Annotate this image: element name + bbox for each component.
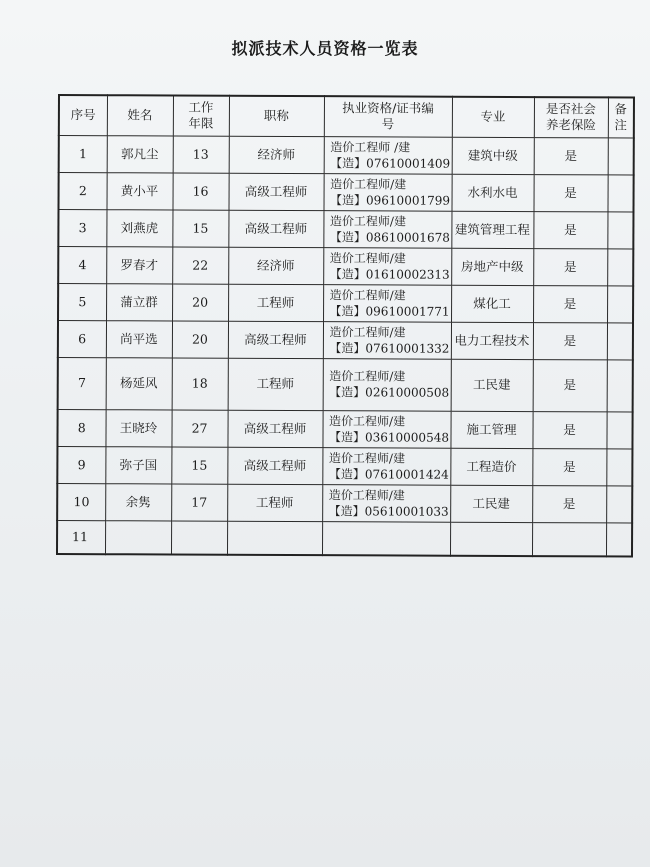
cell-name [105,520,171,554]
cell-rank: 高级工程师 [228,173,323,210]
header-years: 工作 年限 [173,96,229,136]
cell-rank: 高级工程师 [227,410,322,447]
cell-remark [607,174,633,211]
cell-cert: 造价工程师/建 【造】05610001033 [322,484,450,522]
cell-no: 10 [57,483,105,520]
cell-remark [606,411,632,448]
cell-remark [607,285,633,322]
cell-cert: 造价工程师/建 【造】09610001799 [323,173,451,211]
cell-cert: 造价工程师/建 【造】01610002313 [323,247,451,285]
cell-insurance: 是 [533,211,607,248]
table-row [59,135,634,175]
header-cert: 执业资格/证书编 号 [324,96,452,137]
cell-name: 王晓玲 [105,409,171,446]
cell-no: 3 [58,209,106,246]
cell-cert [322,521,450,556]
cell-remark [607,248,633,285]
table-row [57,409,632,449]
cell-name: 郭凡尘 [107,135,173,172]
cell-no: 6 [58,320,106,357]
cell-name: 尚平选 [106,320,172,357]
cell-no: 8 [57,409,105,446]
cell-insurance: 是 [532,485,606,522]
cell-insurance: 是 [532,448,606,485]
header-major: 专业 [452,97,534,137]
cell-insurance: 是 [533,359,607,411]
cell-cert: 造价工程师/建 【造】03610000548 [322,410,450,448]
cell-no: 2 [58,172,106,209]
table-row [58,320,633,360]
cell-rank: 工程师 [228,358,323,410]
table-row [57,483,632,523]
cell-insurance: 是 [533,322,607,359]
cell-insurance: 是 [533,285,607,322]
table-row [58,209,633,249]
table-row [58,357,633,412]
table-row [57,520,632,557]
cell-major: 建筑管理工程 [451,211,533,248]
table-row [58,246,633,286]
cell-insurance: 是 [534,137,608,174]
cell-cert: 造价工程师/建 【造】09610001771 [323,284,451,322]
cell-years: 22 [172,247,228,284]
cell-years: 17 [171,483,227,520]
cell-cert: 造价工程师/建 【造】02610000508 [323,358,451,411]
cell-cert: 造价工程师/建 【造】07610001332 [323,321,451,359]
header-remark: 备 注 [608,97,634,137]
cell-name: 蒲立群 [106,283,172,320]
table-header-row [59,95,634,138]
cell-years: 16 [172,173,228,210]
cell-rank: 经济师 [228,247,323,284]
header-no: 序号 [59,95,107,135]
cell-major: 房地产中级 [451,248,533,285]
cell-no: 7 [58,357,106,409]
cell-rank: 工程师 [228,284,323,321]
cell-insurance [532,522,606,556]
cell-cert: 造价工程师/建 【造】07610001424 [322,447,450,485]
cell-years: 15 [172,210,228,247]
cell-major: 工民建 [451,359,533,411]
cell-major: 施工管理 [450,411,532,448]
cell-major: 工民建 [450,485,532,522]
cell-years: 27 [171,409,227,446]
cell-rank: 高级工程师 [228,321,323,358]
cell-insurance: 是 [533,248,607,285]
cell-no: 4 [58,246,106,283]
cell-major: 水利水电 [451,174,533,211]
cell-years: 13 [173,136,229,173]
cell-no: 9 [57,446,105,483]
cell-name: 弥子国 [105,446,171,483]
header-insurance: 是否社会 养老保险 [534,97,608,137]
cell-years: 20 [172,320,228,357]
cell-major [450,522,532,556]
cell-rank [227,521,322,555]
cell-remark [606,485,632,522]
cell-no: 5 [58,283,106,320]
cell-cert: 造价工程师/建 【造】08610001678 [323,210,451,248]
table-row [58,283,633,323]
cell-remark [607,211,633,248]
cell-no: 11 [57,520,105,554]
cell-major: 煤化工 [451,285,533,322]
cell-name: 杨延风 [106,357,172,409]
cell-remark [606,522,632,556]
cell-insurance: 是 [532,411,606,448]
cell-major: 电力工程技术 [451,322,533,359]
header-rank: 职称 [229,96,324,136]
table-row [57,446,632,486]
header-name: 姓名 [107,95,173,135]
cell-name: 黄小平 [106,172,172,209]
cell-years [171,520,227,554]
cell-rank: 经济师 [229,136,324,173]
cell-major: 工程造价 [450,448,532,485]
cell-no: 1 [59,135,107,172]
cell-remark [607,322,633,359]
staff-qualification-table [56,94,635,558]
cell-years: 15 [171,446,227,483]
cell-remark [608,137,634,174]
cell-name: 余隽 [105,483,171,520]
document-title: 拟派技术人员资格一览表 [231,39,419,58]
cell-remark [607,359,633,411]
cell-name: 罗春才 [106,246,172,283]
cell-rank: 高级工程师 [227,447,322,484]
cell-cert: 造价工程师 /建 【造】07610001409 [324,136,452,174]
cell-insurance: 是 [533,174,607,211]
cell-name: 刘燕虎 [106,209,172,246]
cell-major: 建筑中级 [452,137,534,174]
cell-rank: 高级工程师 [228,210,323,247]
cell-rank: 工程师 [227,484,322,521]
cell-remark [606,448,632,485]
cell-years: 20 [172,283,228,320]
cell-years: 18 [172,357,228,409]
table-row [58,172,633,212]
